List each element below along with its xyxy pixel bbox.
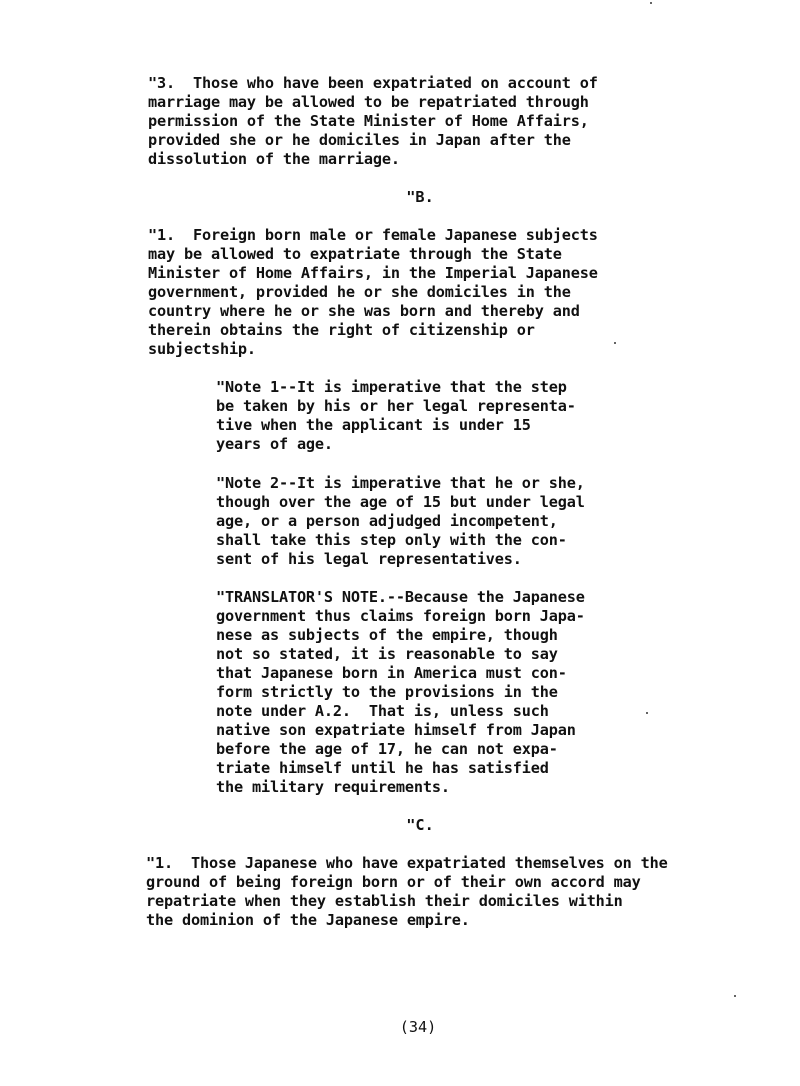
paragraph-b1: "1. Foreign born male or female Japanese subjects may be allowed to expatriate through the State Minister of Home Affairs, in the Imperial Japanese government, provided he or she domiciles in the country where he or she was born and thereby and therein obtains the right of citizenship or subjectship. [148,226,598,358]
page-number: (34) [399,1018,437,1037]
translators-note: "TRANSLATOR'S NOTE.--Because the Japanese government thus claims foreign born Japa- nese as subjects of the empire, though not so stated, it is reasonable to say that Japanese born in America must con- form strictly to the provisions in the note under A.2. That is, unless such native son expatriate himself from Japan before the age of 17, he can not expa- triate himself until he has satisfied the military requirements. [216,588,585,796]
scan-speck [734,995,736,997]
scan-speck [650,2,652,4]
section-heading-b: "B. [406,188,434,206]
note-2: "Note 2--It is imperative that he or she, though over the age of 15 but under legal age, or a person adjudged incompetent, shall take this step only with the con- sent of his legal representatives. [216,474,585,568]
scan-speck [646,712,648,714]
section-heading-c: "C. [406,816,434,834]
scan-speck [614,342,616,344]
paragraph-c1: "1. Those Japanese who have expatriated themselves on the ground of being foreign born or of their own accord may repatriate when they establish their domiciles within the dominion of the Japanese empire. [146,854,668,929]
paragraph-a3: "3. Those who have been expatriated on account of marriage may be allowed to be repatriated through permission of the State Minister of Home Affairs, provided she or he domiciles in Japan after the dissolution of the marriage. [148,74,598,168]
note-1: "Note 1--It is imperative that the step be taken by his or her legal representa- tive when the applicant is under 15 years of age. [216,378,576,453]
